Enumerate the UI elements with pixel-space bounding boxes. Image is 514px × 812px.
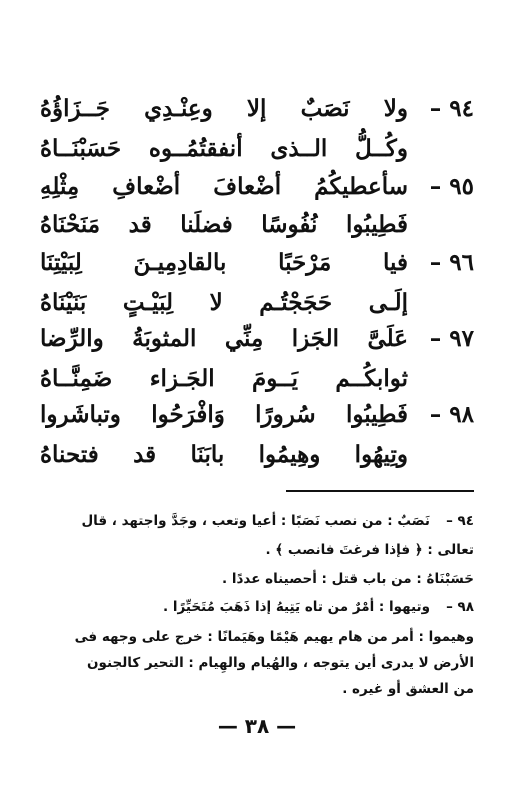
footnote-line [40, 624, 474, 651]
footnote-text: : أمْرٌ من تاه يَتِيهُ إذا ذَهَبَ مُتَحَيِّرًا . [163, 599, 390, 615]
verse-line [40, 86, 474, 130]
verse-text: فَطِيبُوا سُرورًا وَافْرَحُوا وتباشَروا [40, 400, 408, 428]
footnote-number: ٩٨ – [446, 599, 474, 615]
footnote-term: وتيهوا [389, 599, 430, 615]
verse-number: ٩٤ – [429, 94, 474, 122]
footnote-line [40, 566, 474, 593]
footnote-line [40, 594, 474, 621]
footnote-line [40, 650, 474, 677]
verse-line [40, 240, 474, 284]
page-number: — ٣٨ — [217, 714, 297, 738]
verse-line [40, 316, 474, 360]
verse-text: ولا نَصَبٌ إلا وعِنْـدِي جَــزَاؤُهُ [40, 94, 408, 122]
verse-text: سأعطيكُمُ أضْعافَ أضْعافِ مِثْلِهِ [40, 172, 408, 200]
footnote-line [40, 537, 474, 564]
verse-text: إلَـى حَجَجْتُـم لا لِبَيْـتٍ بَنَيْنَاهُ [40, 288, 408, 316]
footnote-text: من العشق أو غيره . [342, 681, 474, 697]
verse-text: فَطِيبُوا نُفُوسًا فضلَنا قد مَنَحْنَاهُ [40, 210, 408, 238]
footnote-term: وهيموا [428, 629, 474, 645]
verse-text: وكُــلُّ الــذى أنفقتُمُــوه حَسَبْنَــاهُ [40, 134, 408, 162]
footnote-text: : من نصب نَصَبًا : أعيا وتعب ، وجَدَّ واجتهد ، قال [81, 513, 398, 529]
verse-text: عَلَىَّ الجَزا مِنِّي المثوبَةُ والرِّضا [40, 324, 408, 352]
footnote-term: حَسَبْنَاهُ [426, 571, 474, 587]
verse-number: ٩٨ – [429, 400, 474, 428]
footnote-text: الأرض لا يدرى أين يتوجه ، والهُيام والهِيام : التحير كالجنون [86, 655, 474, 671]
verse-text: فيا مَرْحَبًا بالقادِمِيـنَ لِبَيْتِنَا [40, 248, 408, 276]
footnote-text: : أمر من هام يهيم هَيْمًا وهَيَمانًا : خرج على وجهه فى [74, 629, 429, 645]
footnote-line [40, 508, 474, 535]
verse-number: ٩٦ – [429, 248, 474, 276]
footnote-line [40, 676, 474, 703]
verse-line [40, 432, 474, 476]
footnote-separator [286, 490, 474, 492]
footnote-term: نَصَبٌ [397, 513, 430, 529]
footnote-number: ٩٤ – [446, 513, 474, 529]
verse-text: ثوابكُــم يَــومَ الجَـزاء ضَمِنَّــاهُ [40, 364, 408, 392]
verse-number: ٩٧ – [429, 324, 474, 352]
verse-number: ٩٥ – [429, 172, 474, 200]
verse-text: وتِيهُوا وهِيمُوا بابَنَا قد فتحناهُ [40, 440, 408, 468]
footnote-text: : من باب قتل : أحصيناه عددًا . [222, 571, 427, 587]
footnote-text: تعالى : ﴿ فإذا فرغتَ فانصب ﴾ . [265, 542, 474, 558]
verse-line [40, 392, 474, 436]
